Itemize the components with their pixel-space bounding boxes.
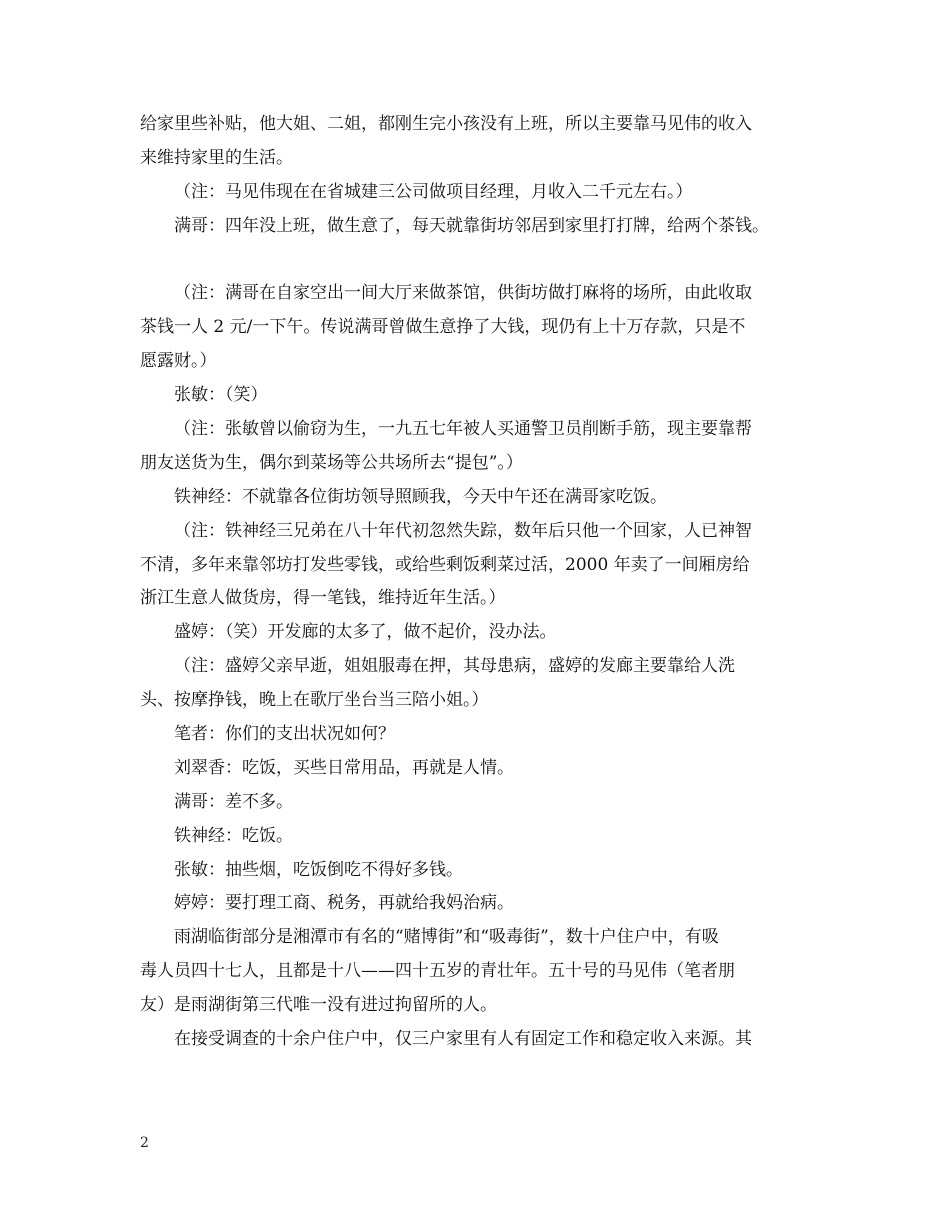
text-line: （注：盛婷父亲早逝，姐姐服毒在押，其母患病，盛婷的发廊主要靠给人洗	[174, 656, 735, 677]
text-line: （注：马见伟现在在省城建三公司做项目经理，月收入二千元左右。）	[174, 181, 693, 202]
text-line: 刘翠香：吃饭，买些日常用品，再就是人情。	[174, 757, 514, 778]
text-line: 在接受调查的十余户住户中，仅三户家里有人有固定工作和稳定收入来源。其	[174, 1029, 752, 1050]
text-line: 不清，多年来靠邻坊打发些零钱，或给些剩饭剩菜过活，2000 年卖了一间厢房给	[140, 554, 750, 575]
text-line: （注：满哥在自家空出一间大厅来做茶馆，供街坊做打麻将的场所，由此收取	[174, 283, 752, 304]
text-line: 满哥：差不多。	[174, 791, 293, 812]
text-line: 满哥：四年没上班，做生意了，每天就靠街坊邻居到家里打打牌，给两个茶钱。	[174, 215, 769, 236]
text-line: 婷婷：要打理工商、税务，再就给我妈治病。	[174, 893, 514, 914]
text-line: 头、按摩挣钱，晚上在歌厅坐台当三陪小姐。）	[140, 690, 489, 711]
text-line: 张敏：（笑）	[174, 385, 268, 406]
blank-line	[140, 244, 830, 278]
text-line: 友）是雨湖街第三代唯一没有进过拘留所的人。	[140, 995, 497, 1016]
text-line: 浙江生意人做货房，得一笔钱，维持近年生活。）	[140, 588, 506, 609]
text-line: 给家里些补贴，他大姐、二姐，都刚生完小孩没有上班，所以主要靠马见伟的收入	[140, 114, 752, 134]
text-line: 雨湖临街部分是湘潭市有名的“赌博街”和“吸毒街”，数十户住户中，有吸	[174, 927, 719, 948]
body-text	[140, 108, 830, 1057]
text-line: 毒人员四十七人，且都是十八——四十五岁的青壮年。五十号的马见伟（笔者朋	[140, 961, 735, 982]
text-line: 盛婷：（笑）开发廊的太多了，做不起价，没办法。	[174, 622, 557, 643]
text-line: 朋友送货为生，偶尔到菜场等公共场所去“提包”。）	[140, 452, 523, 473]
page-number: 2	[140, 1135, 149, 1151]
text-line: 茶钱一人 2 元/一下午。传说满哥曾做生意挣了大钱，现仍有上十万存款，只是不	[140, 317, 746, 338]
text-line: 铁神经：不就靠各位街坊领导照顾我，今天中午还在满哥家吃饭。	[174, 486, 667, 507]
text-line: 愿露财。）	[140, 351, 217, 372]
text-line: （注：铁神经三兄弟在八十年代初忽然失踪，数年后只他一个回家，人已神智	[174, 520, 752, 541]
text-line: 张敏：抽些烟，吃饭倒吃不得好多钱。	[174, 859, 463, 880]
text-line: 笔者：你们的支出状况如何？	[174, 724, 395, 745]
text-line: 来维持家里的生活。	[140, 147, 293, 168]
text-line: （注：张敏曾以偷窃为生，一九五七年被人买通警卫员削断手筋，现主要靠帮	[174, 419, 752, 440]
text-line: 铁神经：吃饭。	[174, 825, 293, 846]
